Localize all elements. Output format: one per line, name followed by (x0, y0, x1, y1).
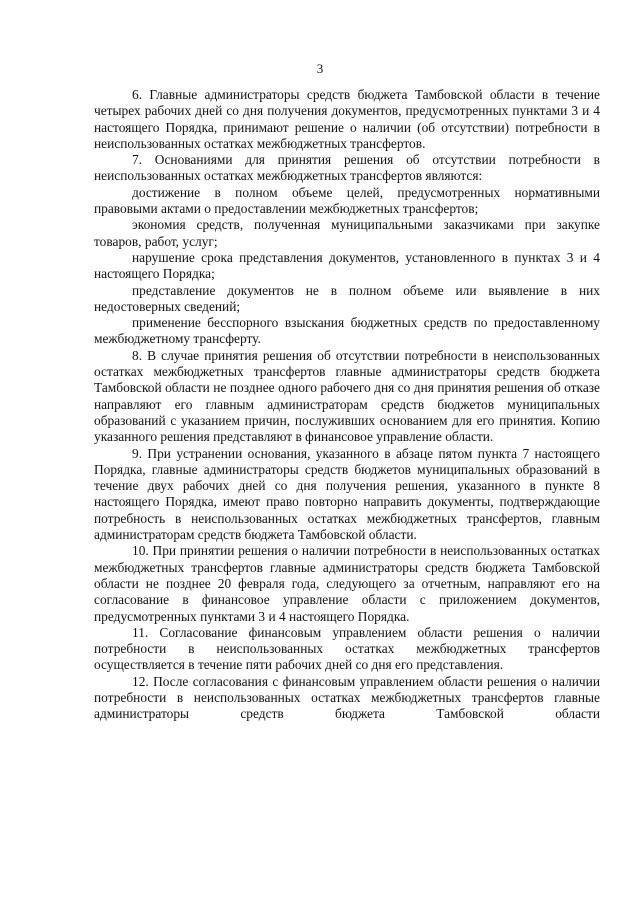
paragraph-11: 11. Согласование финансовым управлением области решения о наличии потребности в неиспользованных остатках межбюджетных трансфертов осуществляется в течение пяти рабочих дней со дня его представления. (94, 624, 600, 673)
document-body (94, 87, 600, 723)
paragraph-12: 12. После согласования с финансовым управлением области решения о наличии потребности в неиспользованных остатках межбюджетных трансфертов главные администраторы средств бюджета Тамбовской области (94, 673, 600, 722)
paragraph-7-item-1: достижение в полном объеме целей, предусмотренных нормативными правовыми актами о предоставлении межбюджетных трансфертов; (94, 184, 600, 217)
paragraph-8: 8. В случае принятия решения об отсутствии потребности в неиспользованных остатках межбюджетных трансфертов главные администраторы средств бюджета Тамбовской области не позднее одного рабочего дня со дня принятия решения об отказе направляют его главным администраторам средств бюджетов муниципальных образований с указанием причин, послуживших основанием для его принятия. Копию указанного решения представляют в финансовое управление области. (94, 347, 600, 445)
paragraph-7-item-2: экономия средств, полученная муниципальными заказчиками при закупке товаров, работ, услуг; (94, 217, 600, 249)
paragraph-7: 7. Основаниями для принятия решения об отсутствии потребности в неиспользованных остатках межбюджетных трансфертов являются: (94, 152, 600, 184)
paragraph-9: 9. При устранении основания, указанного в абзаце пятом пункта 7 настоящего Порядка, главные администраторы средств бюджетов муниципальных образований в течение двух рабочих дней со дня получения решения, указанного в пункте 8 настоящего Порядка, имеют право повторно направить документы, подтверждающие потребность в неиспользованных остатках межбюджетных трансфертов, главным администраторам средств бюджета Тамбовской области. (94, 445, 600, 543)
paragraph-7-item-3: нарушение срока представления документов, установленного в пунктах 3 и 4 настоящего Порядка; (94, 249, 600, 282)
paragraph-7-item-5: применение бесспорного взыскания бюджетных средств по предоставленному межбюджетному трансферту. (94, 315, 600, 347)
page-number: 3 (316, 61, 324, 76)
paragraph-6: 6. Главные администраторы средств бюджета Тамбовской области в течение четырех рабочих дней со дня получения документов, предусмотренных пунктами 3 и 4 настоящего Порядка, принимают решение о наличии (об отсутствии) потребности в неиспользованных остатках межбюджетных трансфертов. (94, 87, 600, 151)
paragraph-10: 10. При принятии решения о наличии потребности в неиспользованных остатках межбюджетных трансфертов главные администраторы средств бюджета Тамбовской области не позднее 20 февраля года, следующего за отчетным, направляют его на согласование в финансовое управление области с приложением документов, предусмотренных пунктами 3 и 4 настоящего Порядка. (94, 543, 600, 624)
paragraph-7-item-4: представление документов не в полном объеме или выявление в них недостоверных сведений; (94, 282, 600, 314)
